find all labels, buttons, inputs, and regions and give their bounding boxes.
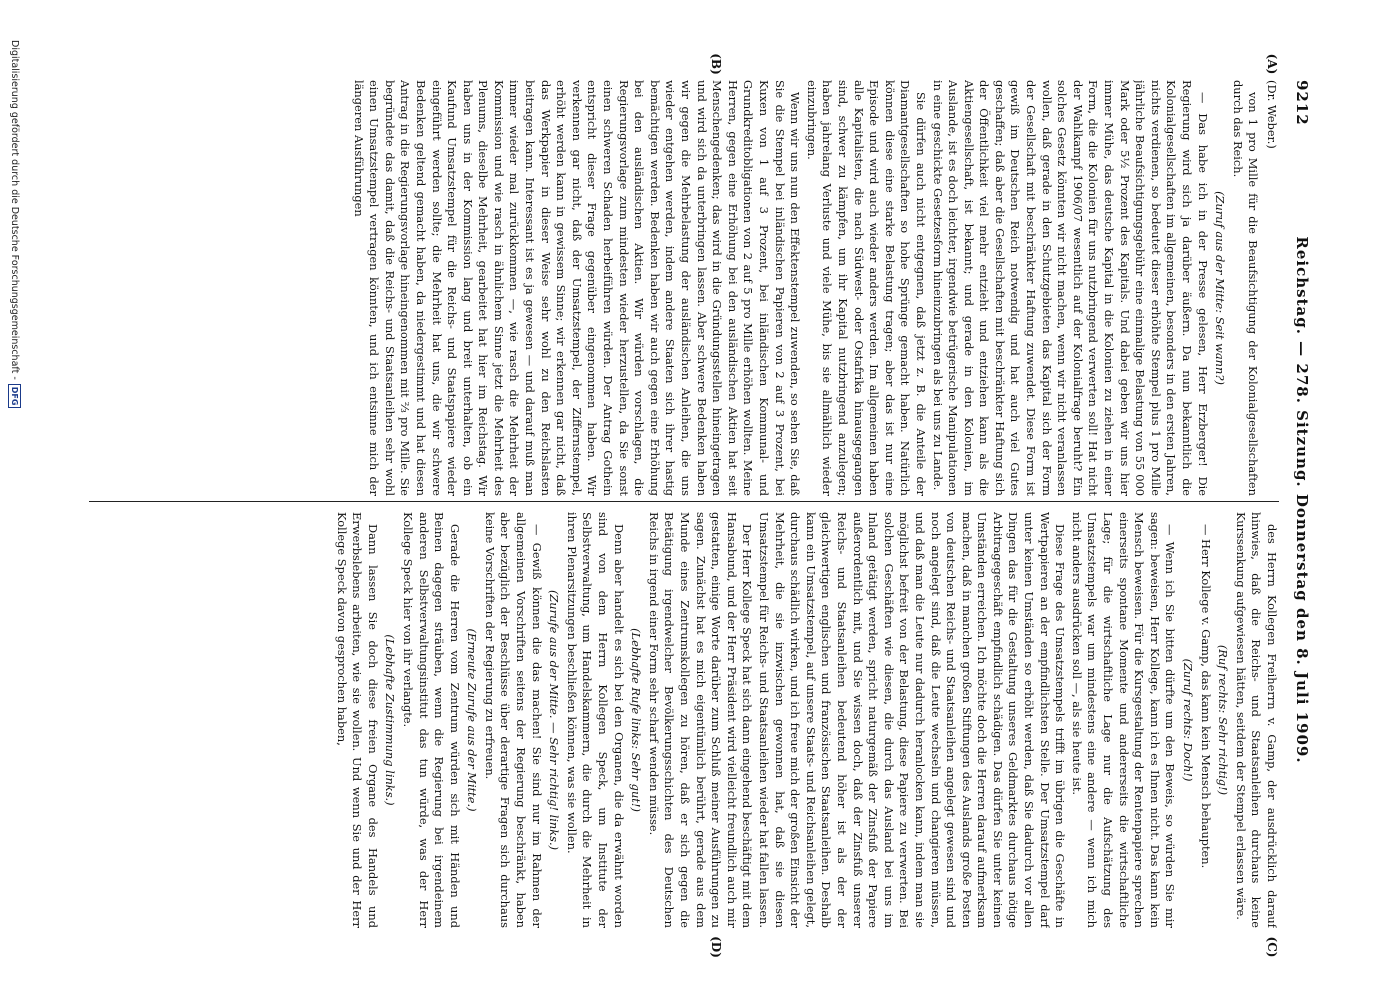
dfg-logo-icon: DFG bbox=[8, 384, 21, 409]
right-interjection: (Erneute Zurufe aus der Mitte.) bbox=[465, 628, 480, 812]
margin-mark-d: (D) bbox=[709, 936, 723, 958]
right-paragraph: des Herrn Kollegen Freiherrn v. Gamp, der ausdrücklich darauf hinwies, daß die Reichs- und Staatsanleihen durchaus keine Kurssenkung aufgewiesen hätten, seitdem der Stempel erlassen wäre. bbox=[1233, 512, 1279, 928]
right-paragraph: — Wenn ich Sie bitten dürfte um den Beweis, so würden Sie mir sagen: beweisen, Herr Kollege, kann ich es Ihnen nicht. Das kann kein Mensch beweisen. Für die Kursgestaltung der Rentenpapiere sprechen einerseits spontane Momente und andererseits die wirtschaftliche Lage; für die wirtschaftliche Lage nur die Aufschätzung des Umsatzstempels war um mindestens eine andere — wenn ich mich nicht anders ausdrücken soll —, als sie heute ist. bbox=[1069, 512, 1178, 928]
left-speaker: (Dr. Weber.) bbox=[1265, 80, 1279, 149]
footer-credit: Digitalisierung gefördert durch die Deutsche Forschungsgemeinschaft - bbox=[9, 40, 20, 380]
page-header bbox=[1285, 70, 1313, 930]
page-footer bbox=[8, 40, 21, 940]
left-paragraph: — Das habe ich in der Presse gelesen, Herr Erzberger! Die Regierung wird sich ja darüber äußern. Da nun bekanntlich die Kolonialgesellschaften im allgemeinen, besonders in den ersten Jahren, nichts verdienen, so bedeutet dieser erhöhte Stempel plus 1 pro Mille jährliche Beaufsichtigungsgebühr eine einmalige Belastung von 55 000 Mark oder 5½ Prozent des Kapitals. Und dabei geben wir uns hier immer Mühe, das deutsche Kapital in die Kolonien zu ziehen in einer Form, die die Kolonien für uns nutzbringend verwerten soll! Hat nicht der Wahlkampf 1906/07 wesentlich auf der Kolonialfrage beruht? Ein solches Gesetz könnten wir nicht machen, wenn wir nicht veranlassen wollen, daß gerade in den Schutzgebieten das Kapital sich der Form der Gesellschaft mit beschränkter Haftung zuwendet. Diese Form ist gewiß im Deutschen Reich notwendig und hat auch viel Gutes geschaffen; daß aber die Gesellschaften mit beschränkter Haftung sich der Öffentlichkeit viel mehr entzieht und entziehen kann als die Aktiengesellschaft, ist bekannt; und gerade in den Kolonien, im Auslande, ist es doch leichter, irgendwie betrügerische Manipulationen in eine geschickte Gesetzesform hineinzubringen als bei uns zu Lande. bbox=[930, 80, 1210, 496]
right-paragraph: Denn aber handelt es sich bei den Organen, die da erwähnt worden sind von dem Herrn Kollegen Speck, um Institute der Selbstverwaltung, um Handelskammern, die durch die Mehrheit in ihren Plenarsitzungen beschließen können, was sie wollen. bbox=[564, 512, 626, 928]
right-interjection: (Lebhafte Zustimmung links.) bbox=[383, 634, 398, 806]
right-interjection: (Zurufe aus der Mitte. — Sehr richtig! links.) bbox=[547, 589, 562, 851]
page-title: Reichstag. — 278. Sitzung. Donnerstag den 8. Juli 1909. bbox=[1293, 236, 1311, 764]
right-paragraph: Gerade die Herren vom Zentrum würden sich mit Händen und Beinen dagegen sträuben, wenn die Regierung bei irgendeinem anderen Selbstverwaltungsinstitut das tun würde, was der Herr Kollege Speck hier von ihr verlangte. bbox=[400, 512, 462, 928]
left-interjection: (Zuruf aus der Mitte: Seit wann?) bbox=[1213, 191, 1228, 385]
right-paragraph: Diese Frage des Umsatzstempels trifft im übrigen die Geschäfte in Wertpapieren an der empfindlichsten Stelle. Der Umsatzstempel darf unter keinen Umständen so erhöht werden, daß Sie dadurch vor allen Dingen das für die Gestaltung unseres Geldmarktes durchaus nötige Arbitragegeschäft empfindlich schädigen. Das dürfen Sie unter keinen Umständen erreichen. Ich möchte doch die Herren darauf aufmerksam machen, daß in manchen großen Stiftungen des Auslands große Posten von deutschen Reichs- und Staatsanleihen angelegt gewesen sind und noch angelegt sind, daß die Leute wechseln und changieren müssen, und daß man die Leute nur dadurch heranlocken kann, indem man sie möglichst befreit von der Belastung, diese Papiere zu verwerten. Bei solchen Geschäften wie diesen, die durch das Ausland bei uns im Inland getätigt werden, spricht naturgemäß der Zinsfuß der Papiere außerordentlich mit, und Sie wissen doch, daß der Zinsfuß unserer Reichs- und Staatsanleihen bedeutend höher ist als der der gleichwertigen englischen und französischen Staatsanleihen. Deshalb kann ein Umsatzstempel, auf unsere Staats- und Reichsanleihen gelegt, durchaus schädlich wirken, und ich freue mich der großen Einsicht der Mehrheit, die sie inzwischen gewonnen hat, daß sie diesen Umsatzstempel für Reichs- und Staatsanleihen wieder hat fallen lassen. bbox=[757, 512, 1068, 928]
margin-mark-a: (A) bbox=[1265, 53, 1279, 75]
page-number: 9212 bbox=[1293, 80, 1311, 126]
column-divider bbox=[89, 501, 1279, 502]
text-column-left bbox=[89, 80, 1279, 496]
left-paragraph: von 1 pro Mille für die Beaufsichtigung der Kolonialgesellschaften durch das Reich. bbox=[1230, 80, 1261, 496]
right-paragraph: — Gewiß können die das machen! Sie sind nur im Rahmen der allgemeinen Vorschriften seitens der Regierung beschränkt, haben aber bezüglich der Beschlüsse über derartige Fragen sich durchaus keine Vorschriften der Regierung zu erfreuen. bbox=[482, 512, 544, 928]
right-paragraph: Dann lassen Sie doch diese freien Organe des Handels und Erwerbslebens arbeiten, wie sie wollen. Und wenn Sie und der Herr Kollege Speck davon gesprochen haben, bbox=[334, 512, 380, 928]
left-paragraph: Sie dürfen auch nicht entgegnen, daß jetzt z. B. die Anteile der Diamantgesellschaften so hohe Sprünge gemacht haben. Natürlich können diese eine starke Belastung tragen; aber das ist nur eine Episode und wird auch wieder anders werden. Im allgemeinen haben alle Kapitalisten, die nach Südwest- oder Ostafrika hinausgegangen sind, schwer zu kämpfen, um ihr Kapital nutzbringend anzulegen; haben jahrelang Verluste und viele Mühe, bis sie allmählich wieder einzubringen. bbox=[804, 80, 928, 496]
right-paragraph: Der Herr Kollege Speck hat sich dann eingehend beschäftigt mit dem Hansabund, und der Herr Präsident wird vielleicht freundlich auch mir gestatten, einige Worte darüber zum Schluß meiner Ausführungen zu sagen. Zunächst hat es mich eigentümlich berührt, gerade aus dem Munde eines Zentrumskollegen zu hören, daß er sich gegen die Betätigung irgendwelcher Bevölkerungsschichten des Deutschen Reichs in irgend einer Form sehr scharf wenden müsse. bbox=[646, 512, 755, 928]
right-paragraph: — Herr Kollege v. Gamp, das kann kein Mensch behaupten. bbox=[1198, 524, 1213, 869]
margin-mark-c: (C) bbox=[1265, 936, 1279, 958]
left-paragraph: Wenn wir uns nun den Effektenstempel zuwenden, so sehen Sie, daß Sie die Stempel bei inländischen Papieren von 2 auf 3 Prozent, bei Kuxen von 1 auf 3 Prozent, bei inländischen Kommunal- und Grundkreditobligationen von 2 auf 5 pro Mille erhöhen wollten. Meine Herren, gegen eine Erhöhung bei den ausländischen Aktien hat seit Menschengedenken; das wird in die Gründungsstellen hineingetragen und wird sich da unterbringen lassen. Aber schwere Bedenken haben wir gegen die Mehrbelastung der ausländischen Anleihen, die uns wieder entgehen werden, indem andere Staaten sich ihrer hastig bemächtigen werden. Bedenken haben wir auch gegen eine Erhöhung bei den ausländischen Aktien. Wir würden vorschlagen, die Regierungsvorlage zum mindesten wieder herzustellen, da Sie sonst einen schweren Schaden herbeiführen würden. Der Antrag Gothein entspricht dieser Frage gegenüber eingenommen haben. Wir verkennen gar nicht, daß der Umsatzstempel, der Ziffernstempel, erhöht werden kann in gewissem Sinne; wir erkennen gar nicht, daß das Werkpapier in dieser Weise sehr wohl zu den Reichslasten beitragen kann. Interessant ist es ja gewesen — und darauf muß man immer wieder mal zurückkommen —, wie rasch die Mehrheit der Kommission und wie rasch in ähnlichem Sinne jetzt die Mehrheit des Plenums, dieselbe Mehrheit, gearbeitet hat hier im Reichstag. Wir haben uns in der Kommission lang und breit unterhalten, ob ein Kaufund Umsatzstempel für die Reichs- und Staatspapiere wieder eingeführt werden sollte; die Mehrheit hat uns, die wir schwere Bedenken geltend gemacht haben, da niedergestimmt und hat diesen Antrag in die Regierungsvorlage hineingenommen mit ⅔ pro Mille. Sie begründete das damit, daß die Reichs- und Staatsanleihen sehr wohl einen Umsatzstempel vertragen könnten, und ich entsinne mich der längeren Ausführungen bbox=[351, 80, 803, 496]
right-interjection: (Zuruf rechts: Doch!) bbox=[1181, 658, 1196, 782]
right-interjection: (Ruf rechts: Sehr richtig!) bbox=[1216, 644, 1231, 796]
text-column-right bbox=[89, 512, 1279, 928]
right-interjection: (Lebhafte Rufe links: Sehr gut!) bbox=[629, 628, 644, 812]
margin-mark-b: (B) bbox=[709, 53, 723, 75]
